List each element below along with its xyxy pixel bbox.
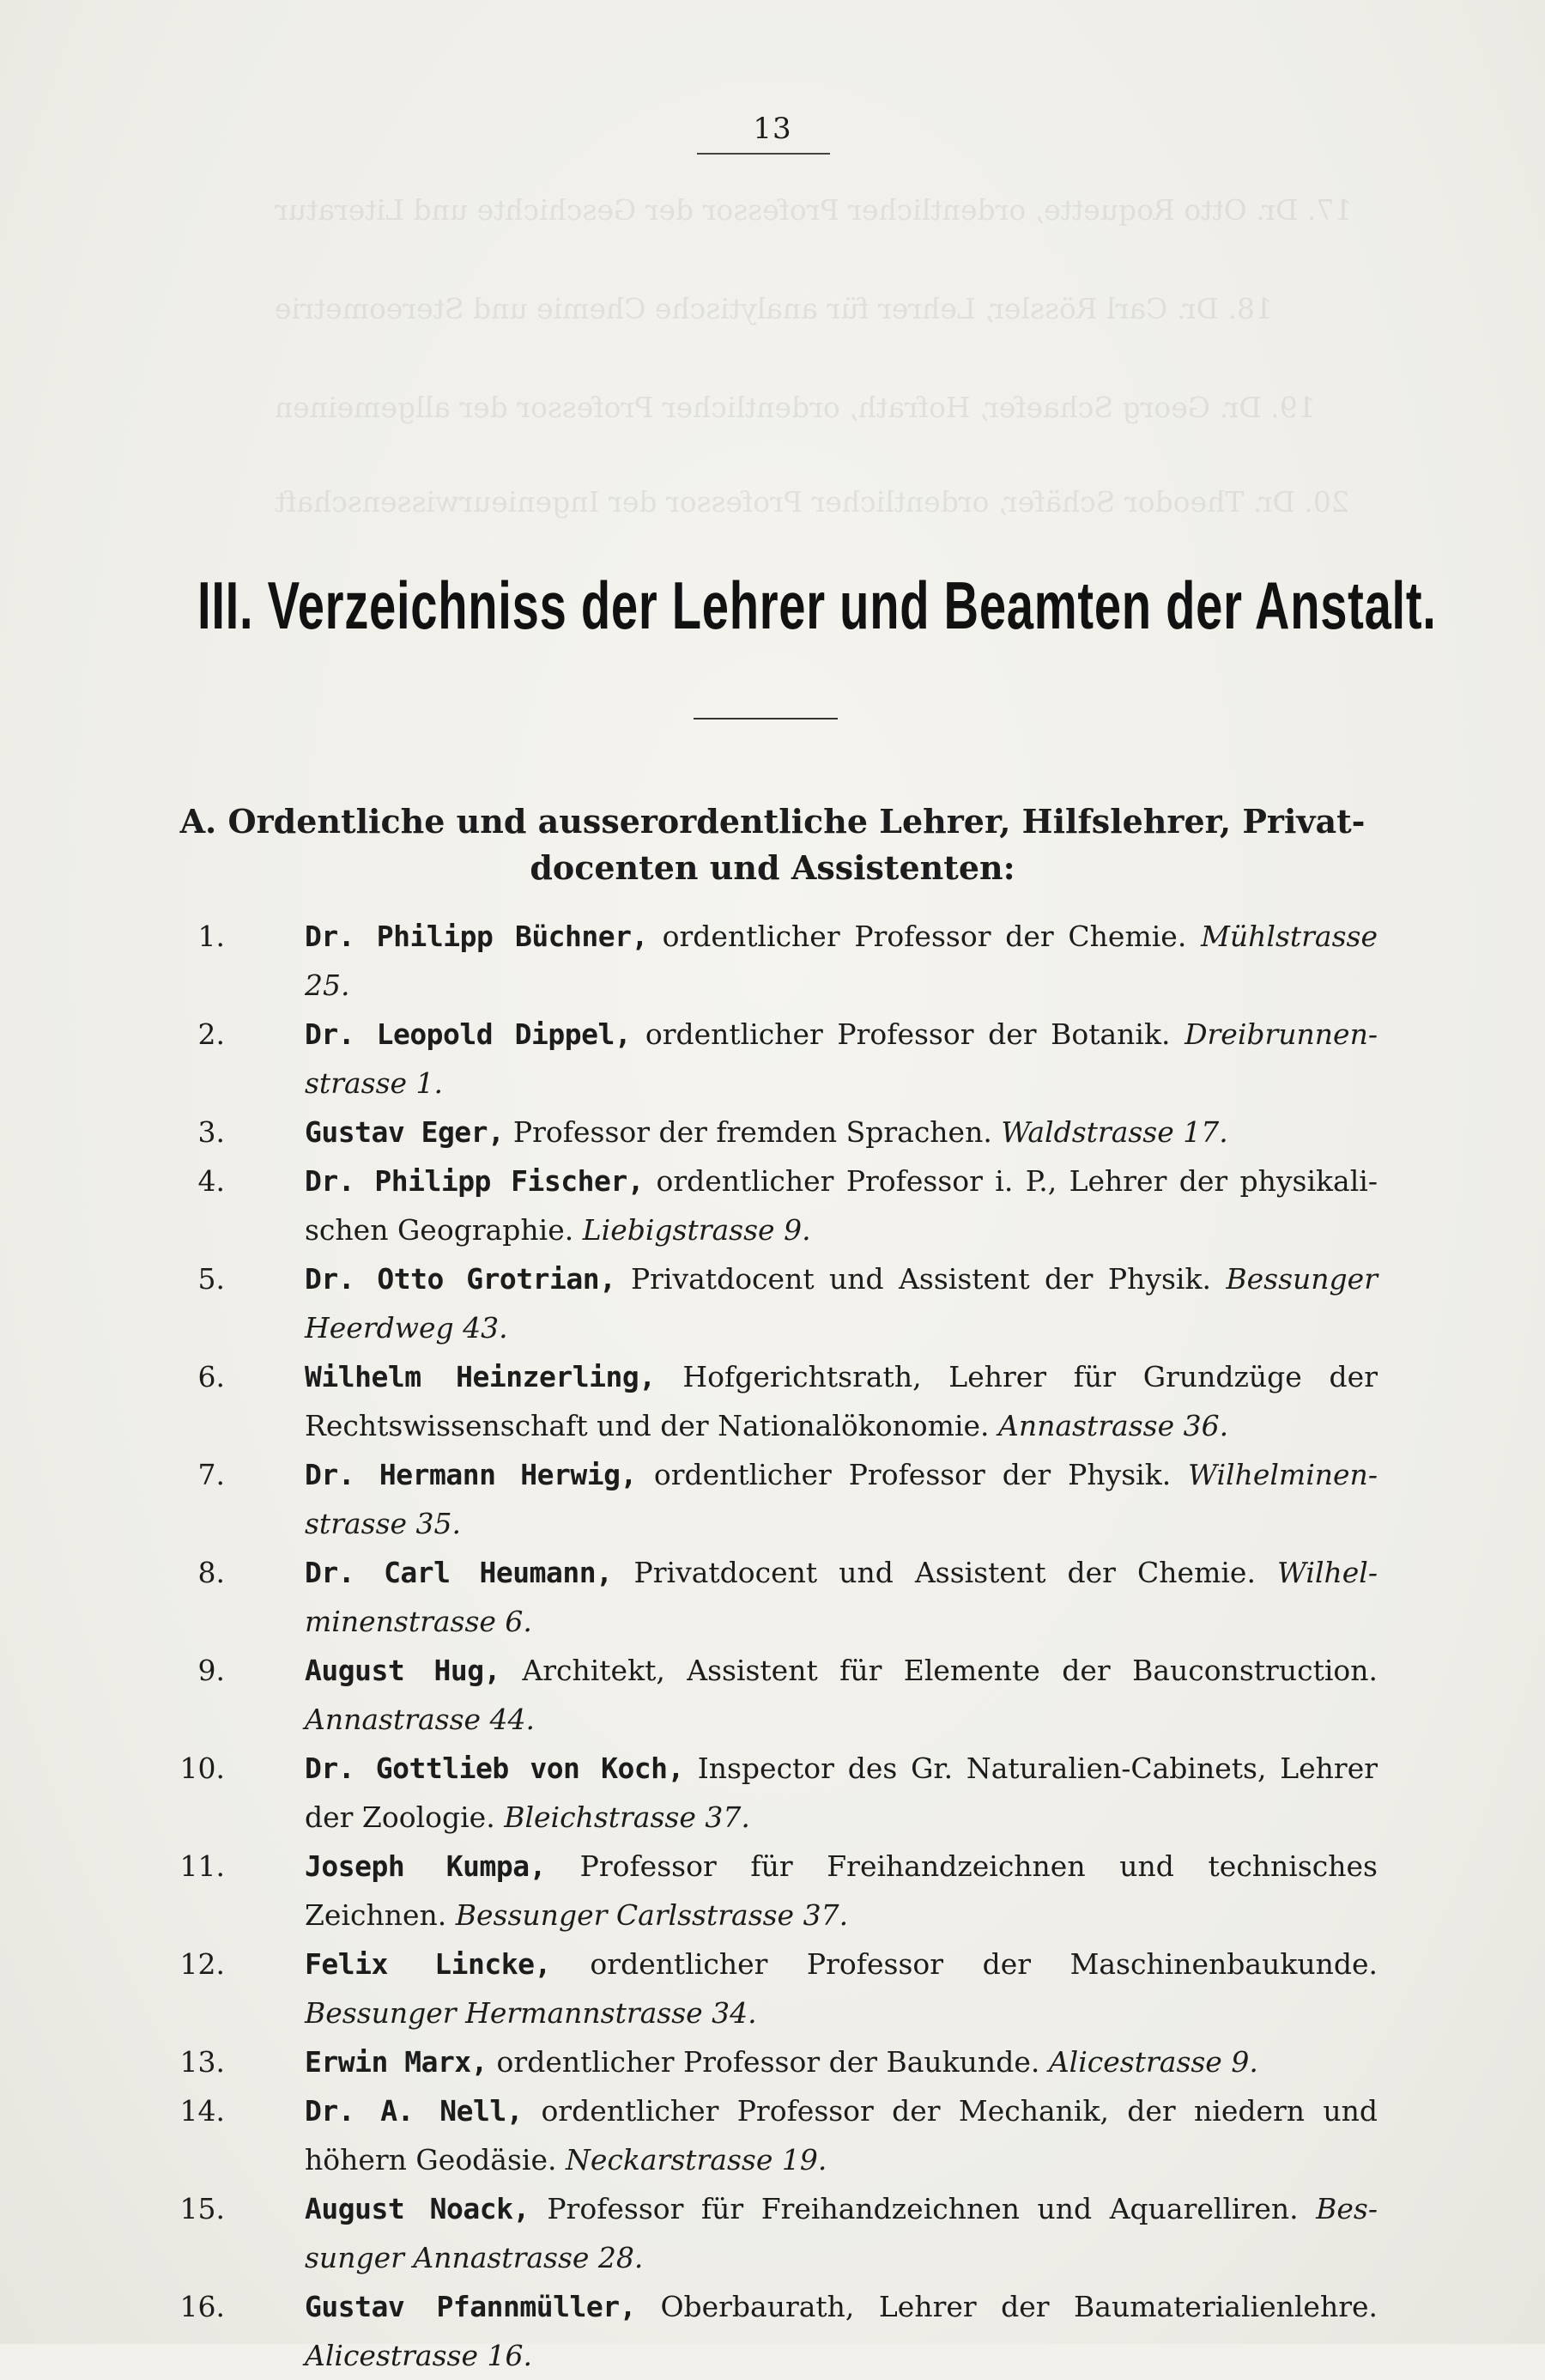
entry-number: 10.	[179, 1752, 225, 1785]
entry-address: Dreibrunnenstrasse 1.	[305, 1017, 1378, 1100]
entry-description: ordentlicher Professor der Botanik.	[645, 1017, 1171, 1051]
entry-address: Wilhelminenstrasse 35.	[305, 1458, 1378, 1540]
list-item	[172, 1352, 1378, 1450]
entry-name: August Hug,	[305, 1654, 500, 1687]
entry-number: 8.	[197, 1556, 225, 1589]
entry-name: Joseph Kumpa,	[305, 1849, 546, 1883]
entry-address: Wilhelminenstrasse 6.	[305, 1556, 1378, 1638]
entry-address: Bleichstrasse 37.	[504, 1800, 750, 1834]
entry-description: Professor für Freihandzeichnen und Aquarelliren.	[547, 2192, 1299, 2225]
bleed-through-text: 19. Dr. Georg Schaefer, Hofrath, ordentlicher Professor der allgemeinen	[275, 391, 1316, 424]
subsection-line-2: docenten und Assistenten:	[530, 848, 1015, 887]
staff-list	[172, 912, 1378, 2380]
entry-address: Annastrasse 36.	[998, 1409, 1229, 1442]
entry-address: Annastrasse 44.	[305, 1703, 536, 1736]
entry-name: Felix Lincke,	[305, 1947, 551, 1981]
list-item	[172, 2037, 1378, 2086]
entry-number: 12.	[179, 1947, 225, 1981]
entry-name: Dr. Leopold Dippel,	[305, 1017, 632, 1051]
entry-address: Bessunger Heerdweg 43.	[305, 1262, 1378, 1345]
list-item	[172, 1108, 1378, 1157]
entry-description: ordentlicher Professor der Chemie.	[662, 920, 1187, 953]
entry-description: Architekt, Assistent für Elemente der Bauconstruction.	[522, 1654, 1378, 1687]
bleed-through-text: 20. Dr. Theodor Schäfer, ordentlicher Professor der Ingenieurwissenschaft	[275, 485, 1349, 519]
title-rule	[694, 718, 838, 719]
entry-number: 16.	[179, 2290, 225, 2323]
entry-number: 15.	[179, 2192, 225, 2225]
entry-name: Gustav Eger,	[305, 1115, 505, 1149]
entry-name: Wilhelm Heinzerling,	[305, 1360, 656, 1393]
entry-name: Dr. Otto Grotrian,	[305, 1262, 616, 1296]
entry-address: Bessunger Carlsstrasse 37.	[455, 1898, 849, 1932]
entry-description: ordentlicher Professor der Maschinenbaukunde.	[590, 1947, 1378, 1981]
entry-name: August Noack,	[305, 2192, 530, 2225]
entry-address: Alicestrasse 9.	[1048, 2045, 1258, 2079]
entry-number: 4.	[197, 1164, 225, 1198]
entry-description: Oberbaurath, Lehrer der Baumaterialienlehre.	[660, 2290, 1378, 2323]
entry-description: Professor der fremden Sprachen.	[512, 1115, 992, 1149]
bleed-through-text: 18. Dr. Carl Rössler, Lehrer für analytische Chemie und Stereometrie	[275, 292, 1273, 325]
entry-number: 3.	[197, 1115, 225, 1149]
list-item	[172, 2086, 1378, 2184]
entry-number: 1.	[197, 920, 225, 953]
list-item	[172, 1646, 1378, 1744]
entry-number: 7.	[197, 1458, 225, 1491]
list-item	[172, 2184, 1378, 2282]
entry-number: 2.	[197, 1017, 225, 1051]
entry-description: ordentlicher Professor der Physik.	[653, 1458, 1172, 1491]
entry-description: Hofgerichtsrath, Lehrer für Grundzüge der Rechtswissenschaft und der Nationalökonomie.	[305, 1360, 1378, 1442]
entry-name: Dr. Gottlieb von Koch,	[305, 1752, 684, 1785]
entry-description: ordentlicher Professor der Mechanik, der niedern und höhern Geodäsie.	[305, 2094, 1378, 2177]
entry-number: 9.	[197, 1654, 225, 1687]
entry-address: Alicestrasse 16.	[305, 2339, 532, 2372]
list-item	[172, 912, 1378, 1010]
list-item	[172, 1548, 1378, 1646]
list-item	[172, 1157, 1378, 1254]
entry-number: 11.	[179, 1849, 225, 1883]
list-item	[172, 2282, 1378, 2380]
entry-description: Privatdocent und Assistent der Physik.	[630, 1262, 1211, 1296]
entry-name: Dr. Philipp Büchner,	[305, 920, 648, 953]
entry-name: Dr. Hermann Herwig,	[305, 1458, 637, 1491]
entry-name: Erwin Marx,	[305, 2045, 488, 2079]
list-item	[172, 1010, 1378, 1108]
entry-address: Bessunger Hermannstrasse 34.	[305, 1996, 757, 2030]
section-title: III. Verzeichniss der Lehrer und Beamten der Anstalt.	[197, 568, 1437, 643]
entry-address: Waldstrasse 17.	[1001, 1115, 1228, 1149]
page-number: 13	[753, 112, 792, 146]
entry-number: 5.	[197, 1262, 225, 1296]
list-item	[172, 1940, 1378, 2037]
entry-number: 14.	[179, 2094, 225, 2128]
subsection-heading	[172, 798, 1373, 891]
entry-name: Gustav Pfannmüller,	[305, 2290, 636, 2323]
entry-description: ordentlicher Professor i. P., Lehrer der physikalischen Geographie.	[305, 1164, 1378, 1247]
entry-description: Inspector des Gr. Naturalien-Cabinets, Lehrer der Zoologie.	[305, 1752, 1378, 1834]
entry-name: Dr. Carl Heumann,	[305, 1556, 613, 1589]
entry-address: Mühlstrasse 25.	[305, 920, 1378, 1002]
entry-number: 13.	[179, 2045, 225, 2079]
entry-description: Professor für Freihandzeichnen und technisches Zeichnen.	[305, 1849, 1378, 1932]
entry-address: Liebigstrasse 9.	[582, 1213, 811, 1247]
entry-address: Neckarstrasse 19.	[566, 2143, 827, 2177]
bleed-through-text: 17. Dr. Otto Roquette, ordentlicher Professor der Geschichte und Literatur	[275, 193, 1353, 227]
entry-description: Privatdocent und Assistent der Chemie.	[633, 1556, 1256, 1589]
list-item	[172, 1450, 1378, 1548]
entry-description: ordentlicher Professor der Baukunde.	[496, 2045, 1040, 2079]
list-item	[172, 1842, 1378, 1940]
page-number-rule	[697, 153, 830, 155]
list-item	[172, 1744, 1378, 1842]
entry-name: Dr. Philipp Fischer,	[305, 1164, 645, 1198]
entry-name: Dr. A. Nell,	[305, 2094, 524, 2128]
entry-address: Bessunger Annastrasse 28.	[305, 2192, 1378, 2274]
entry-number: 6.	[197, 1360, 225, 1393]
list-item	[172, 1254, 1378, 1352]
subsection-line-1: A. Ordentliche und ausserordentliche Lehrer, Hilfslehrer, Privat-	[179, 802, 1366, 841]
